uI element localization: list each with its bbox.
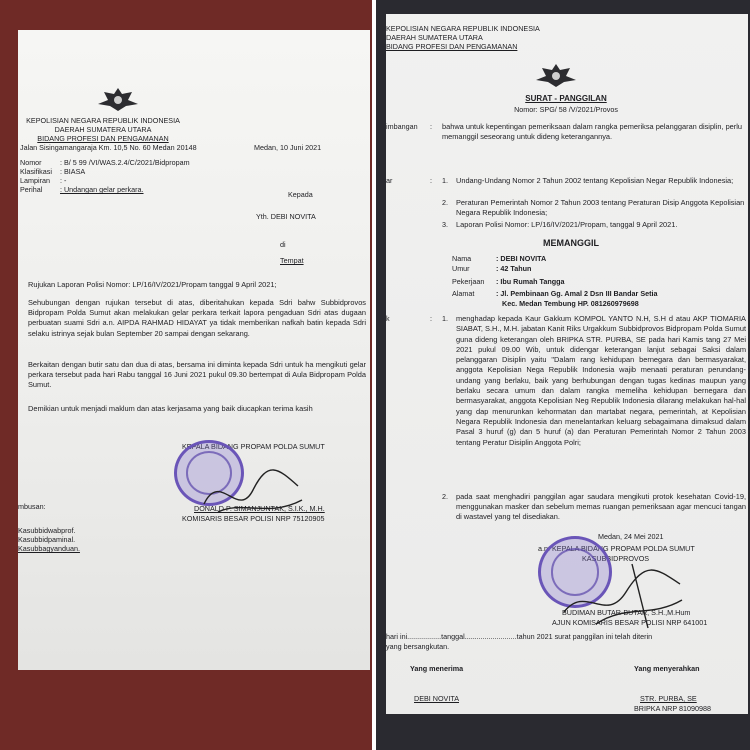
receipt-line1: hari ini.................tanggal..........................tahun 2021 surat panggilan ini telah diterin [386, 632, 653, 641]
signature-an: a.n. KEPALA BIDANG PROPAM POLDA SUMUT [538, 544, 695, 553]
paragraph-penutup: Demikian untuk menjadi maklum dan atas kerjasama yang baik diucapkan terima kasih [28, 404, 313, 413]
meta-label: Nomor [20, 158, 42, 167]
right-letter-photo [376, 0, 750, 750]
meta-value: : - [60, 176, 67, 185]
receipt-line2: yang bersangkutan. [386, 642, 450, 651]
meta-value: : BIASA [60, 167, 86, 176]
person-label: Umur [452, 264, 470, 273]
right-header-line1: KEPOLISIAN NEGARA REPUBLIK INDONESIA [386, 24, 540, 33]
left-letter-date: Medan, 10 Juni 2021 [254, 143, 322, 152]
untuk-item: menghadap kepada Kaur Gakkum KOMPOL YANTO N.H, S.H d atau AKP TIOMARIA SIABAT, S.H., M.H. jabatan Kanit Riks Urgakkum Subbidprovos Bidpropam Polda Sumut guna dideng keterangan oleh BRIPKA STR. PURBA, SE pada hari Kamis tang 27 Mei 2021 pukul 09.00 Wib, untuk didengar keterangan lanjut sebagai Saksi dalam pelanggaran Disiplin yaitu "Dalam rang kehidupan bernegara dan bermasyarakat, anggota Kepolisian Nega Republik Indonesia wajib menaati peraturan perundang-undang yang berlaku, baik yang berhubungan dengan tugas kedinas maupun yang berlaku secara umum dan dalam rangka memeliha kehidupan bernegara dan bermasyarakat, anggota Kepolisian Neg Republik Indonesia dilarang melakukan hal-hal yang dap menurunkan kehormatan dan martabat negara, pemerintah, at Kepolisian Negara Republik Indonesia dan menelantarkan keluarg sebagaimana dimaksud dalam Pasal 3 huruf (g) dan 5 huruf (a) dan Peraturan Pemerintah Nomor 2 Tahun 2003 tentang Peratur Disiplin Anggota Polri; [456, 314, 746, 447]
untuk-item: pada saat menghadiri panggilan agar saudara mengikuti protok kesehatan Covid-19, menggunakan masker dan sebelum memas ruangan pemeriksaan agar mencuci tangan di wastavel yang tel disediakan. [456, 492, 746, 522]
paragraph-rujukan: Rujukan Laporan Polisi Nomor: LP/16/IV/2021/Propam tanggal 9 April 2021; [28, 280, 277, 289]
paragraph-berkaitan: Berkaitan dengan butir satu dan dua di atas, bersama ini diminta kepada Sdri untuk ha mengikuti gelar perkara tersebut pada hari Rabu tanggal 16 Juni 2021 pukul 09.30 bertempat di Aula Bidpropam Polda Sumut. [28, 360, 366, 390]
bottom-receiver-name: DEBI NOVITA [414, 694, 459, 703]
letter-title: SURAT - PANGGILAN [525, 94, 607, 103]
signature-sub: KASUBBIDPROVOS [582, 554, 650, 563]
dasar-num: 1. [442, 176, 448, 185]
signature-name: DONALD P. SIMANJUNTAK, S.I.K., M.H. [194, 504, 325, 513]
dasar-item: Peraturan Pemerintah Nomor 2 Tahun 2003 tentang Peraturan Disip Anggota Kepolisian Negara Republik Indonesia; [456, 198, 745, 218]
recipient-tempat: Tempat [280, 256, 304, 265]
untuk-label: k [386, 314, 390, 323]
bottom-giver-label: Yang menyerahkan [634, 664, 700, 673]
left-header-address: Jalan Sisingamangaraja Km. 10,5 No. 60 Medan 20148 [20, 143, 197, 152]
untuk-num: 2. [442, 492, 448, 501]
police-emblem-icon [96, 86, 140, 112]
left-letter-photo [0, 0, 372, 750]
tembusan-item: Kasubbidpaminal. [18, 535, 76, 544]
person-value: : 42 Tahun [496, 264, 532, 273]
left-header-line1: KEPOLISIAN NEGARA REPUBLIK INDONESIA [26, 116, 180, 125]
person-value: : Ibu Rumah Tangga [496, 277, 565, 286]
meta-label: Klasifikasi [20, 167, 52, 176]
person-label: Nama [452, 254, 472, 263]
right-header-line3: BIDANG PROFESI DAN PENGAMANAN [386, 42, 518, 51]
dasar-num: 2. [442, 198, 448, 207]
signature-rank: AJUN KOMISARIS BESAR POLISI NRP 641001 [552, 618, 708, 627]
person-value: : DEBI NOVITA [496, 254, 547, 263]
right-header-line2: DAERAH SUMATERA UTARA [386, 33, 483, 42]
recipient-kepada: Kepada [288, 190, 313, 199]
dasar-num: 3. [442, 220, 448, 229]
signature-title: KEPALA BIDANG PROPAM POLDA SUMUT [182, 442, 325, 451]
pertimbangan-label: imbangan [386, 122, 418, 131]
person-label: Alamat [452, 289, 475, 298]
pertimbangan-colon: : [430, 122, 432, 131]
police-emblem-icon [534, 62, 578, 88]
tembusan-item: Kasubbagyanduan. [18, 544, 80, 553]
signature-name: BUDIMAN BUTAR-BUTAR, S.H.,M.Hum [562, 608, 691, 617]
meta-value: : Undangan gelar perkara. [60, 185, 144, 194]
left-header-line3: BIDANG PROFESI DAN PENGAMANAN [37, 134, 169, 143]
paragraph-sehubungan: Sehubungan dengan rujukan tersebut di atas, diberitahukan kepada Sdri bahw Subbidprovos Bidpropam Polda Sumut akan melakukan gelar perkara terkait lapora pengaduan Sdri atas dugaan perbuatan suami Sdri a.n. AIPDA RAHMAD HIDAYAT ya tidak memberikan nafkah batin kepada Sdri selaku istrinya sejak bulan September 20 sampai dengan sekarang. [28, 298, 366, 338]
recipient-di: di [280, 240, 286, 249]
tembusan-item: Kasubbidwabprof. [18, 526, 76, 535]
person-label: Pekerjaan [452, 277, 485, 286]
dasar-label: ar [386, 176, 393, 185]
pertimbangan-text: bahwa untuk kepentingan pemeriksaan dalam rangka pemeriksa pelanggaran disiplin, perlu memanggil seseorang untuk dideng keterangannya. [442, 122, 742, 142]
untuk-colon: : [430, 314, 432, 323]
left-header-line2: DAERAH SUMATERA UTARA [54, 125, 152, 134]
meta-label: Perihal [20, 185, 43, 194]
dasar-item: Laporan Polisi Nomor: LP/16/IV/2021/Propam, tanggal 9 April 2021. [456, 220, 678, 229]
person-value: : Jl. Pembinaan Gg. Amal 2 Dsn III Bandar Setia [496, 289, 658, 298]
bottom-giver-rank: BRIPKA NRP 81090988 [634, 704, 711, 713]
person-value: Kec. Medan Tembung HP. 081260979698 [502, 299, 639, 308]
meta-label: Lampiran [20, 176, 50, 185]
recipient-name: Yth. DEBI NOVITA [256, 212, 316, 221]
signature-rank: KOMISARIS BESAR POLISI NRP 75120905 [182, 514, 325, 523]
dasar-item: Undang-Undang Nomor 2 Tahun 2002 tentang Kepolisian Negar Republik Indonesia; [456, 176, 734, 185]
untuk-num: 1. [442, 314, 448, 323]
left-letter-paper [18, 30, 370, 670]
bottom-giver-name: STR. PURBA, SE [640, 694, 697, 703]
memanggil-heading: MEMANGGIL [543, 238, 599, 248]
meta-value: : B/ 5 99 /VI/WAS.2.4/C/2021/Bidpropam [60, 158, 190, 167]
right-letter-paper [386, 14, 748, 714]
bottom-receiver-label: Yang menerima [410, 664, 464, 673]
letter-number: Nomor: SPG/ 58 /V/2021/Provos [514, 105, 618, 114]
right-letter-date: Medan, 24 Mei 2021 [598, 532, 664, 541]
dasar-colon: : [430, 176, 432, 185]
tembusan-label: mbusan: [18, 502, 46, 511]
